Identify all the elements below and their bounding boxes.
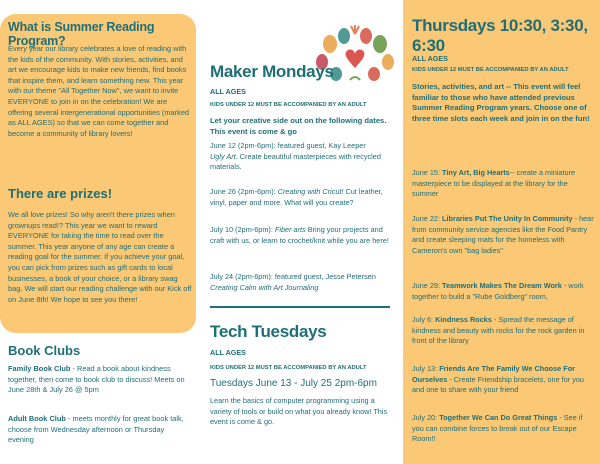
thursday-event — [412, 413, 595, 445]
maker-mondays-title: Maker Mondays — [210, 62, 334, 81]
event-text: -- create a miniature masterpiece to be displayed at the library for the summer — [412, 168, 576, 199]
event-text: - work together to build a "Rube Goldberg" room, — [412, 281, 584, 301]
event-italic: Creating with Cricut! — [277, 187, 344, 196]
event-text: Bring your projects and craft with us, or learn to crochet/knit while you are here! — [210, 225, 389, 245]
left-column — [0, 0, 200, 464]
thursdays-intro: Stories, activities, and art -- This event will feel familiar to those who have attended previous Summer Reading Program years. Choose one of three time slots each week and join in on the fun! — [412, 82, 590, 123]
event-date: June 22: — [412, 214, 443, 223]
intro-body: Every year our library celebrates a love of reading with the kids of the community. With stories, activities, and art we encourage kids to make new friends, find books that inspire them, and learn something new. This year with our theme "All Together Now", we want to invite EVERYONE to join in on the celebration! We are offering several intergenerational opportunities (marked as ALL AGES) so that we can come together and become a community of library lovers! — [8, 44, 190, 138]
maker-event — [210, 187, 398, 208]
event-line: July 10 (2pm-6pm): — [210, 225, 275, 234]
event-line: June 26 (2pm-6pm): — [210, 187, 278, 196]
maker-event — [210, 141, 398, 173]
event-text: Cut leather, vinyl, paper and more. What will you create? — [210, 187, 383, 207]
intro-title: What is Summer Reading Program? — [8, 20, 155, 48]
maker-ages: ALL AGES — [210, 87, 246, 96]
event-date: July 6: — [412, 315, 436, 324]
event-name: Tiny Art, Big Hearts — [442, 168, 510, 177]
event-text: - Create Friendship bracelets, one for you and one to share with your friend — [412, 374, 584, 395]
divider — [210, 306, 390, 308]
event-date: June 15: — [412, 168, 443, 177]
event-text: - hear from community service agencies like the Food Pantry and create sleeping mats for the homeless with Cameron's own "bag ladies" — [412, 214, 594, 255]
event-name: Kindness Rocks — [435, 315, 492, 324]
book-club-name: Family Book Club — [8, 364, 71, 373]
event-date: July 20: — [412, 413, 440, 422]
event-name: Together We Can Do Great Things — [439, 413, 558, 422]
prizes-body: We all love prizes! So why aren't there prizes when grownups read!? This year we want to reward EVERYONE for taking the time to read over the summer. This year anyone of any age can create a reading goal for the summer. If you achieve your goal, you can pick from prizes such as gift cards to local businesses, a book of your choice, or a library swag bag. We will start our reading challenge with our Kick off on June 8th! We hope to see you there! — [8, 210, 192, 304]
tech-ages: ALL AGES — [210, 348, 246, 357]
right-column — [403, 0, 600, 464]
book-clubs-title: Book Clubs — [8, 343, 81, 358]
maker-event — [210, 225, 398, 246]
book-club-text: - meets monthly for great book talk, choose from Wednesday afternoon or Thursday evening — [8, 414, 184, 445]
middle-column — [200, 0, 403, 464]
thursday-event — [412, 315, 595, 347]
maker-intro: Let your creative side out on the following dates. This event is come & go — [210, 116, 387, 136]
event-italic: Creating Calm with Art Journaling — [210, 282, 319, 292]
event-line: July 24 (2pm-6pm): featured guest, Jesse Petersen — [210, 272, 376, 281]
tech-kids-note: KIDS UNDER 12 MUST BE ACCOMPANIED BY AN ADULT — [210, 365, 367, 371]
event-date: July 13: — [412, 364, 440, 373]
event-text: - Spread the message of kindness and beauty with rocks for the rock garden in front of the library — [412, 315, 585, 346]
maker-kids-note: KIDS UNDER 12 MUST BE ACCOMPANIED BY AN ADULT — [210, 102, 367, 108]
thursday-event — [412, 168, 595, 200]
event-italic: Fiber arts — [274, 225, 306, 234]
event-italic: Ugly Art. — [210, 151, 238, 161]
tech-tuesdays-title: Tech Tuesdays — [210, 322, 327, 341]
event-line: June 12 (2pm-6pm): featured guest, Kay Leeper — [210, 141, 366, 150]
thursday-event — [412, 214, 595, 256]
thursdays-title: Thursdays 10:30, 3:30, 6:30 — [412, 16, 588, 55]
book-club-name: Adult Book Club — [8, 414, 66, 423]
event-date: June 29: — [412, 281, 443, 290]
thursdays-kids-note: KIDS UNDER 12 MUST BE ACCOMPANIED BY AN ADULT — [412, 67, 569, 73]
tech-dates: Tuesdays June 13 - July 25 2pm-6pm — [210, 378, 377, 389]
event-text: - See if you can combine forces to break out of our Escape Room!! — [412, 413, 583, 444]
thursday-event — [412, 364, 595, 396]
event-name: Teamwork Makes The Dream Work — [442, 281, 562, 290]
thursdays-ages: ALL AGES — [412, 54, 448, 63]
thursday-event — [412, 281, 595, 302]
tech-body: Learn the basics of computer programming using a variety of tools or build on what you already know! This event is come & go. — [210, 396, 388, 427]
maker-event — [210, 272, 398, 293]
book-club-text: - Read a book about kindness together, then come to book club to discuss! Meets on June 28th & July 26 @ 5pm — [8, 364, 185, 395]
event-name: Libraries Put The Unity In Community — [442, 214, 573, 223]
book-club-item — [8, 364, 192, 396]
prizes-title: There are prizes! — [8, 186, 113, 201]
event-text: Create beautiful masterpieces with recycled materials. — [210, 151, 381, 172]
book-club-item — [8, 414, 192, 446]
event-name: Friends Are The Family We Choose For Ourselves — [412, 364, 576, 384]
